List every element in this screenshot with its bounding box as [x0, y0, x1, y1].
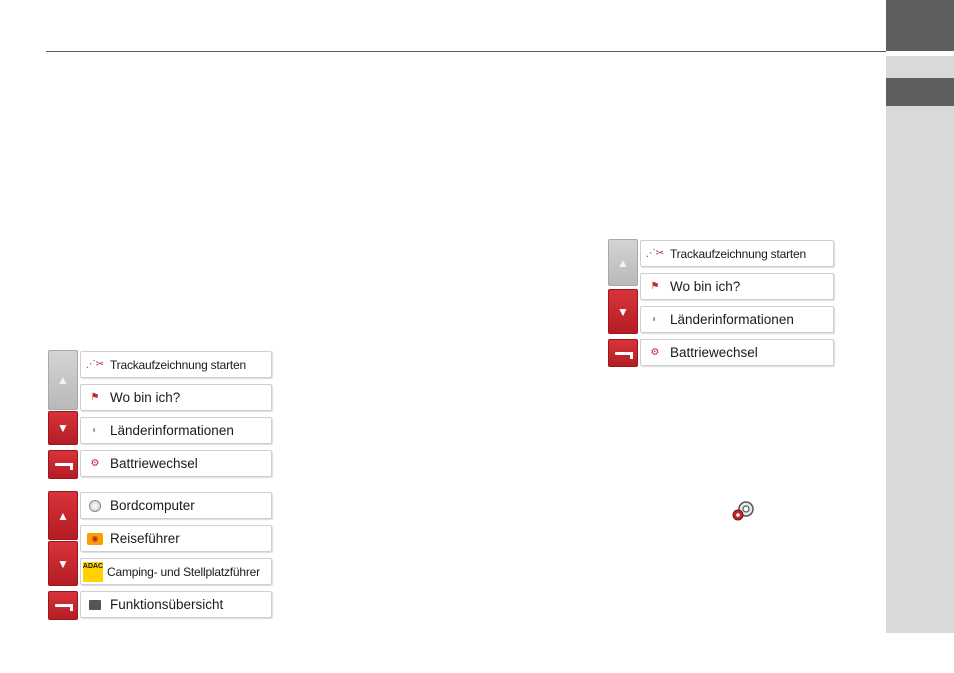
track-record-icon: ⋰✂ — [85, 359, 105, 370]
menu-item-board-computer[interactable] — [80, 492, 272, 519]
track-record-icon: ⋰✂ — [645, 248, 665, 259]
menu-item-where-am-i[interactable] — [80, 384, 272, 411]
battery-change-icon: ⚙ — [90, 458, 100, 469]
arrow-down-icon: ▼ — [617, 304, 629, 319]
menu-item-label: Wo bin ich? — [110, 390, 181, 405]
header-rule — [46, 51, 886, 52]
menu-right — [608, 239, 834, 367]
menu-item-label: Wo bin ich? — [670, 279, 741, 294]
where-am-i-icon: ⚑ — [650, 281, 660, 292]
menu-item-label: Trackaufzeichnung starten — [110, 357, 246, 372]
chapter-tab-top — [886, 0, 954, 51]
arrow-down-icon: ▼ — [57, 421, 69, 435]
scroll-up-button[interactable] — [48, 350, 78, 410]
chapter-tab-light — [886, 56, 954, 78]
menu-item-travel-guide[interactable] — [80, 525, 272, 552]
scroll-down-button[interactable] — [48, 411, 78, 445]
menu-item-country-info[interactable] — [80, 417, 272, 444]
back-icon — [615, 352, 631, 355]
menu-item-country-info[interactable] — [640, 306, 834, 333]
scroll-up-button[interactable] — [608, 239, 638, 286]
back-icon — [55, 604, 71, 607]
back-button[interactable] — [48, 591, 78, 620]
travel-guide-icon: ◉ — [87, 533, 103, 545]
travel-guide-icon-wrap — [85, 530, 105, 548]
chapter-tab-active — [886, 78, 954, 106]
menu-item-label: Reiseführer — [110, 531, 180, 546]
scroll-down-button[interactable] — [608, 289, 638, 334]
arrow-up-icon: ▲ — [57, 373, 69, 387]
menu-left-top — [48, 350, 272, 478]
menu-item-label: Länderinformationen — [110, 423, 234, 438]
menu-item-label: Funktionsübersicht — [110, 597, 224, 612]
menu-item-battery-change[interactable] — [80, 450, 272, 477]
menu-item-label: Battriewechsel — [670, 345, 758, 360]
menu-item-where-am-i[interactable] — [640, 273, 834, 300]
function-overview-icon-wrap — [85, 596, 105, 614]
back-icon — [55, 463, 71, 466]
scroll-up-button[interactable] — [48, 491, 78, 540]
board-computer-icon-wrap — [85, 497, 105, 515]
menu-left-bottom — [48, 491, 272, 619]
board-computer-icon — [89, 500, 101, 512]
back-button[interactable] — [48, 450, 78, 479]
country-info-icon: ◐ — [651, 314, 659, 325]
menu-item-track-recording[interactable] — [80, 351, 272, 378]
adac-camping-icon: ADAC — [83, 562, 103, 582]
menu-item-camping-guide[interactable] — [80, 558, 272, 585]
arrow-up-icon: ▲ — [617, 255, 629, 270]
chapter-tab-rest — [886, 106, 954, 633]
arrow-down-icon: ▼ — [57, 556, 69, 571]
menu-item-battery-change[interactable] — [640, 339, 834, 366]
scroll-down-button[interactable] — [48, 541, 78, 586]
menu-item-track-recording[interactable] — [640, 240, 834, 267]
back-button[interactable] — [608, 339, 638, 367]
settings-gear-icon[interactable] — [732, 500, 756, 522]
menu-item-label: Länderinformationen — [670, 312, 794, 327]
menu-item-label: Battriewechsel — [110, 456, 198, 471]
function-overview-icon — [89, 600, 101, 610]
adac-camping-icon-wrap — [83, 563, 103, 581]
arrow-up-icon: ▲ — [57, 508, 69, 523]
country-info-icon: ◐ — [91, 425, 99, 436]
menu-item-label: Trackaufzeichnung starten — [670, 246, 806, 261]
menu-item-label: Camping- und Stellplatzführer — [107, 564, 260, 579]
where-am-i-icon: ⚑ — [90, 392, 100, 403]
battery-change-icon: ⚙ — [650, 347, 660, 358]
menu-item-function-overview[interactable] — [80, 591, 272, 618]
menu-item-label: Bordcomputer — [110, 498, 195, 513]
